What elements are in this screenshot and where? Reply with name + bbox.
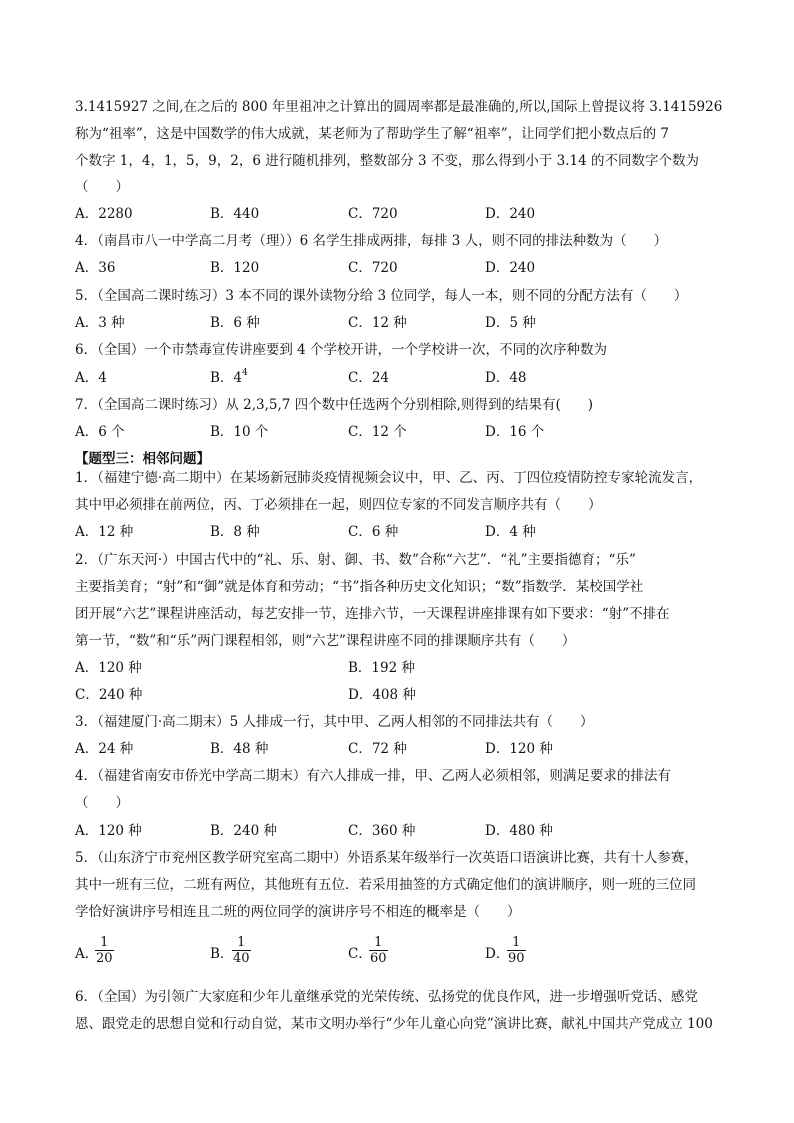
s3-q2-line-4: 第一节，“数”和“乐”两门课程相邻，则“六艺”课程讲座不同的排课顺序共有（ ） <box>75 633 576 649</box>
option-b: B．8 种 <box>210 524 260 540</box>
s3-q4-line-2: （ ） <box>75 795 129 811</box>
option-d: D．5 种 <box>485 315 536 331</box>
intro-options <box>75 204 725 224</box>
option-b: B．6 种 <box>210 315 260 331</box>
s3-q6-line-2: 恩、跟党走的思想自觉和行动自觉，某市文明办举行“少年儿童心向党”演讲比赛，献礼中国共产党成立 100 <box>75 1016 713 1032</box>
s3-q5-line-1: 5．（山东济宁市兖州区教学研究室高二期中）外语系某年级举行一次英语口语演讲比赛，共有十人参赛， <box>75 850 698 866</box>
option-c: C．360 种 <box>348 823 416 839</box>
option-d: D．48 <box>485 370 527 386</box>
option-c: C．24 <box>348 370 390 386</box>
option-b: B．48 种 <box>210 741 269 757</box>
option-a: A．120 种 <box>75 660 142 676</box>
fraction-denominator: 60 <box>370 951 387 966</box>
option-c: C．720 <box>348 260 398 276</box>
option-d: D．240 <box>485 206 536 222</box>
option-a: A．6 个 <box>75 424 125 440</box>
option-a: A．12 种 <box>75 524 134 540</box>
option-a-label: A． <box>75 946 99 962</box>
intro-line-4: （ ） <box>75 179 129 195</box>
fraction-numerator: 1 <box>95 935 114 951</box>
option-c: C．240 种 <box>75 687 143 703</box>
option-b <box>210 368 248 388</box>
section-heading: 【题型三：相邻问题】 <box>75 451 210 467</box>
option-a-fraction <box>95 935 114 966</box>
s3-q5-options <box>75 935 725 966</box>
option-d-fraction <box>507 935 526 966</box>
intro-line-1: 3.1415927 之间,在之后的 800 年里祖冲之计算出的圆周率都是最准确的,所以,国际上曾提议将 3.1415926 <box>75 99 723 115</box>
q4-options <box>75 258 725 278</box>
option-d: D．240 <box>485 260 536 276</box>
option-a: A．2280 <box>75 206 133 222</box>
option-c-label: C． <box>348 946 372 962</box>
s3-q1-line-2: 其中甲必须排在前两位，丙、丁必须排在一起，则四位专家的不同发言顺序共有（ ） <box>75 497 602 513</box>
fraction-numerator: 1 <box>369 935 388 951</box>
option-c: C．6 种 <box>348 524 399 540</box>
option-c: C．720 <box>348 206 398 222</box>
option-a: A．3 种 <box>75 315 125 331</box>
option-b-exponent: 4 <box>242 367 248 378</box>
fraction-denominator: 40 <box>233 951 250 966</box>
option-b: B．120 <box>210 260 260 276</box>
option-b-base: B．4 <box>210 370 243 386</box>
s3-q4-line-1: 4．（福建省南安市侨光中学高二期末）有六人排成一排，甲、乙两人必须相邻，则满足要求的排法有 <box>75 768 671 784</box>
option-c: C．72 种 <box>348 741 407 757</box>
option-c: C．12 种 <box>348 315 407 331</box>
q5-stem: 5．（全国高二课时练习）3 本不同的课外读物分给 3 位同学，每人一本，则不同的分配方法有（ ） <box>75 288 688 304</box>
intro-line-3: 个数字 1，4，1，5，9，2，6 进行随机排列，整数部分 3 不变，那么得到小于 3.14 的不同数字个数为 <box>75 153 700 169</box>
s3-q2-line-2: 主要指美育；“射”和“御”就是体育和劳动；“书”指各种历史文化知识；“数”指数学．某校国学社 <box>75 579 644 595</box>
s3-q2-options-row-2 <box>75 685 725 705</box>
option-a: A．120 种 <box>75 823 142 839</box>
option-c-fraction <box>369 935 388 966</box>
option-c: C．12 个 <box>348 424 407 440</box>
s3-q2-line-3: 团开展“六艺”课程讲座活动，每艺安排一节，连排六节，一天课程讲座排课有如下要求：“射”不排在 <box>75 606 670 622</box>
option-b-fraction <box>232 935 251 966</box>
q7-stem: 7．（全国高二课时练习）从 2,3,5,7 四个数中任选两个分别相除,则得到的结果有( ) <box>75 397 593 413</box>
q5-options <box>75 313 725 333</box>
option-b: B．440 <box>210 206 260 222</box>
q4-stem: 4．（南昌市八一中学高二月考（理））6 名学生排成两排，每排 3 人，则不同的排法种数为（ ） <box>75 233 668 249</box>
s3-q3-stem: 3．（福建厦门·高二期末）5 人排成一行，其中甲、乙两人相邻的不同排法共有（ ） <box>75 714 594 730</box>
s3-q2-line-1: 2．（广东天河·）中国古代中的“礼、乐、射、御、书、数”合称“六艺”．“礼”主要指德育；“乐” <box>75 552 636 568</box>
option-b-label: B． <box>210 946 234 962</box>
option-a: A．36 <box>75 260 116 276</box>
s3-q2-options-row-1 <box>75 658 725 678</box>
option-d: D．408 种 <box>348 687 416 703</box>
fraction-numerator: 1 <box>232 935 251 951</box>
s3-q3-options <box>75 739 725 759</box>
s3-q5-line-3: 学恰好演讲序号相连且二班的两位同学的演讲序号不相连的概率是（ ） <box>75 904 521 920</box>
s3-q1-options <box>75 522 725 542</box>
option-d-label: D． <box>485 946 510 962</box>
option-d: D．480 种 <box>485 823 553 839</box>
option-d: D．4 种 <box>485 524 536 540</box>
q6-stem: 6．（全国）一个市禁毒宣传讲座要到 4 个学校开讲，一个学校讲一次，不同的次序种数为 <box>75 342 608 358</box>
fraction-denominator: 90 <box>508 951 525 966</box>
s3-q6-line-1: 6．（全国）为引领广大家庭和少年儿童继承党的光荣传统、弘扬党的优良作风，进一步增强听党话、感党 <box>75 989 698 1005</box>
q7-options <box>75 422 725 442</box>
option-d: D．120 种 <box>485 741 553 757</box>
option-a: A．24 种 <box>75 741 134 757</box>
s3-q4-options <box>75 821 725 841</box>
q6-options <box>75 368 725 388</box>
option-a: A．4 <box>75 370 107 386</box>
intro-line-2: 称为“祖率”，这是中国数学的伟大成就，某老师为了帮助学生了解“祖率”，让同学们把小数点后的 7 <box>75 126 669 142</box>
s3-q5-line-2: 其中一班有三位，二班有两位，其他班有五位．若采用抽签的方式确定他们的演讲顺序，则一班的三位同 <box>75 877 696 893</box>
s3-q1-line-1: 1．（福建宁德·高二期中）在某场新冠肺炎疫情视频会议中，甲、乙、丙、丁四位疫情防控专家轮流发言， <box>75 470 703 486</box>
fraction-denominator: 20 <box>96 951 113 966</box>
option-d: D．16 个 <box>485 424 545 440</box>
option-b: B．10 个 <box>210 424 269 440</box>
option-b: B．192 种 <box>348 660 415 676</box>
option-b: B．240 种 <box>210 823 277 839</box>
fraction-numerator: 1 <box>507 935 526 951</box>
